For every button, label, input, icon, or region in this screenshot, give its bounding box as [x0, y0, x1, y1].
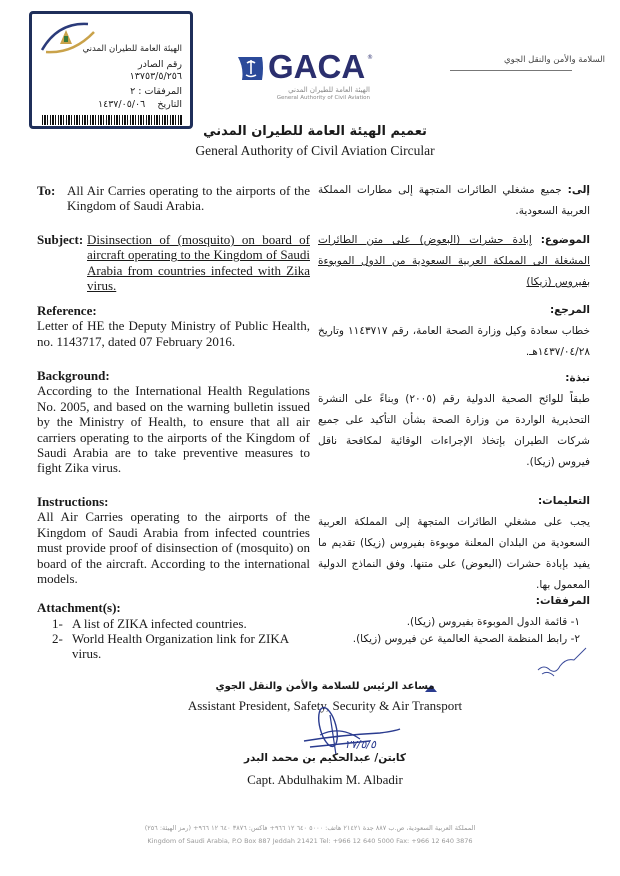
subject-arabic — [318, 230, 590, 293]
registered-mark: ® — [367, 54, 373, 61]
background-heading-arabic: نبذة: — [565, 372, 590, 384]
attachment-text-arabic: رابط المنظمة الصحية العالمية عن فيروس (زيكا). — [352, 633, 568, 645]
background-section-arabic — [318, 368, 590, 473]
stamp-org: الهيئة العامة للطيران المدني — [82, 44, 182, 54]
signatory-name-arabic: كابتن/ عبدالحكيم بن محمد البدر — [244, 752, 406, 764]
registry-stamp — [29, 11, 193, 129]
stamp-attachments-label: المرفقات — [144, 86, 182, 97]
attachment-number: 2- — [52, 631, 63, 646]
attachment-number-arabic: ٢- — [570, 633, 580, 645]
handwritten-initials — [530, 640, 590, 680]
circular-title-arabic: تعميم الهيئة العامة للطيران المدني — [203, 124, 427, 139]
stamp-date — [98, 99, 182, 110]
department-name: السلامة والأمن والنقل الجوي — [504, 55, 605, 65]
subject-label: Subject: — [37, 232, 84, 247]
reference-text-arabic: خطاب سعادة وكيل وزارة الصحة العامة، رقم ١١٤٣٧١٧ وتاريخ ١٤٣٧/٠٤/٢٨هـ. — [318, 325, 590, 358]
reference-heading: Reference: — [37, 303, 97, 318]
instructions-section — [37, 494, 310, 586]
to-label-arabic: إلى: — [567, 184, 590, 196]
reference-section — [37, 303, 310, 349]
footer-address-arabic: المملكة العربية السعودية، ص.ب ٨٨٧ جدة ٢١٤٢١ هاتف: ٥٠٠٠ ٦٤٠ ١٢ ٩٦٦+ فاكس: ٣٨٧٦ ٦٤٠ ١٢ ٩٦٦+ (رمز الهيئة: ٢٥٦) — [144, 824, 476, 832]
department-underline — [450, 70, 572, 71]
stamp-issue-label: رقم الصادر — [138, 59, 182, 70]
attachments-heading: Attachment(s): — [37, 600, 121, 615]
attachment-number-arabic: ١- — [570, 616, 580, 628]
instructions-text: All Air Carries operating to the airports of the Kingdom of Saudi Arabia from infected countries must provide proof of disinsection of (mosquito) on board of the aircraft. According to the international models. — [37, 509, 310, 587]
logo-english-name: General Authority of Civil Aviation — [276, 95, 370, 101]
attachment-text: A list of ZIKA infected countries. — [72, 616, 247, 631]
attachment-text-arabic: قائمة الدول الموبوءة بفيروس (زيكا). — [406, 616, 568, 628]
reference-text: Letter of HE the Deputy Ministry of Public Health, no. 1143717, dated 07 February 2016. — [37, 318, 310, 349]
signatory-title-arabic: مساعد الرئيس للسلامة والأمن والنقل الجوي — [215, 681, 435, 692]
reference-section-arabic — [318, 300, 590, 363]
background-heading: Background: — [37, 368, 110, 383]
stamp-issue-number: ١٣٧٥٣/٥/٢٥٦ — [129, 71, 182, 82]
signatory-title: Assistant President, Safety, Security & Air Transport — [187, 698, 463, 713]
logo-arabic-name: الهيئة العامة للطيران المدني — [288, 86, 370, 94]
background-text: According to the International Health Regulations No. 2005, and based on the warning bulletin issued by the Ministry of Health, to ensure that all air carriers operating to the airports of the Kingdom of Saudi Arabia are to take preventive measures to fight Zika virus. — [37, 383, 310, 476]
reference-heading-arabic: المرجع: — [549, 304, 590, 316]
to-label: To: — [37, 183, 56, 198]
subject-text: Disinsection of (mosquito) on board of aircraft operating to the Kingdom of Saudi Arabia from countries infected with Zika virus. — [87, 232, 310, 294]
gaca-logo — [236, 48, 376, 104]
background-section — [37, 368, 310, 476]
handwritten-date: ٢٧/٥/٥ — [345, 738, 377, 751]
attachment-text: World Health Organization link for ZIKA virus. — [72, 631, 289, 661]
instructions-heading-arabic: التعليمات: — [537, 495, 590, 507]
instructions-text-arabic: يجب على مشغلي الطائرات المتجهة إلى المملكة العربية السعودية من البلدان المعلنة موبوءة بفيروس (زيكا) تقديم ما يفيد بإبادة حشرات (البعوض) على متنها. وفق النماذج الدولية المعمول بها. — [318, 516, 590, 591]
to-text: All Air Carries operating to the airports of the Kingdom of Saudi Arabia. — [67, 183, 310, 214]
stamp-attachments: المرفقات : ٢ — [130, 86, 182, 97]
logo-wordmark: GACA — [268, 48, 366, 85]
attachments-heading-arabic: المرفقات: — [535, 595, 590, 607]
to-arabic — [318, 180, 590, 222]
subject-label-arabic: الموضوع: — [540, 234, 590, 246]
instructions-section-arabic — [318, 491, 590, 596]
gaca-flag-icon — [236, 54, 266, 82]
attachment-number: 1- — [52, 616, 63, 631]
stamp-attachments-count: ٢ — [130, 86, 136, 97]
stamp-date-value: ١٤٣٧/٠٥/٠٦ — [97, 99, 146, 110]
background-text-arabic: طبقاً للوائح الصحية الدولية رقم (٢٠٠٥) وبناءً على النشرة التحذيرية الواردة من وزارة الصحة بشأن التأكيد على جميع شركات الطيران بإتخاذ الإجراءات الوقائية لمكافحة ناقل فيروس (زيكا). — [318, 393, 590, 468]
circular-title-english: General Authority of Civil Aviation Circular — [195, 143, 435, 158]
signatory-name: Capt. Abdulhakim M. Albadir — [247, 772, 403, 787]
attachments-section — [37, 600, 310, 615]
instructions-heading: Instructions: — [37, 494, 109, 509]
to-text-arabic: جميع مشغلي الطائرات المتجهة إلى مطارات المملكة العربية السعودية. — [318, 184, 590, 217]
footer-address: Kingdom of Saudi Arabia, P.O Box 887 Jeddah 21421 Tel: +966 12 640 5000 Fax: +966 12 640 3876 — [147, 837, 473, 845]
subject-text-arabic: إبادة حشرات (البعوض) على متن الطائرات المشغلة الى المملكة العربية السعودية من الدول الموبوءة بفيروس (زيكا) — [318, 234, 590, 288]
stamp-date-label: التاريخ — [157, 99, 182, 110]
